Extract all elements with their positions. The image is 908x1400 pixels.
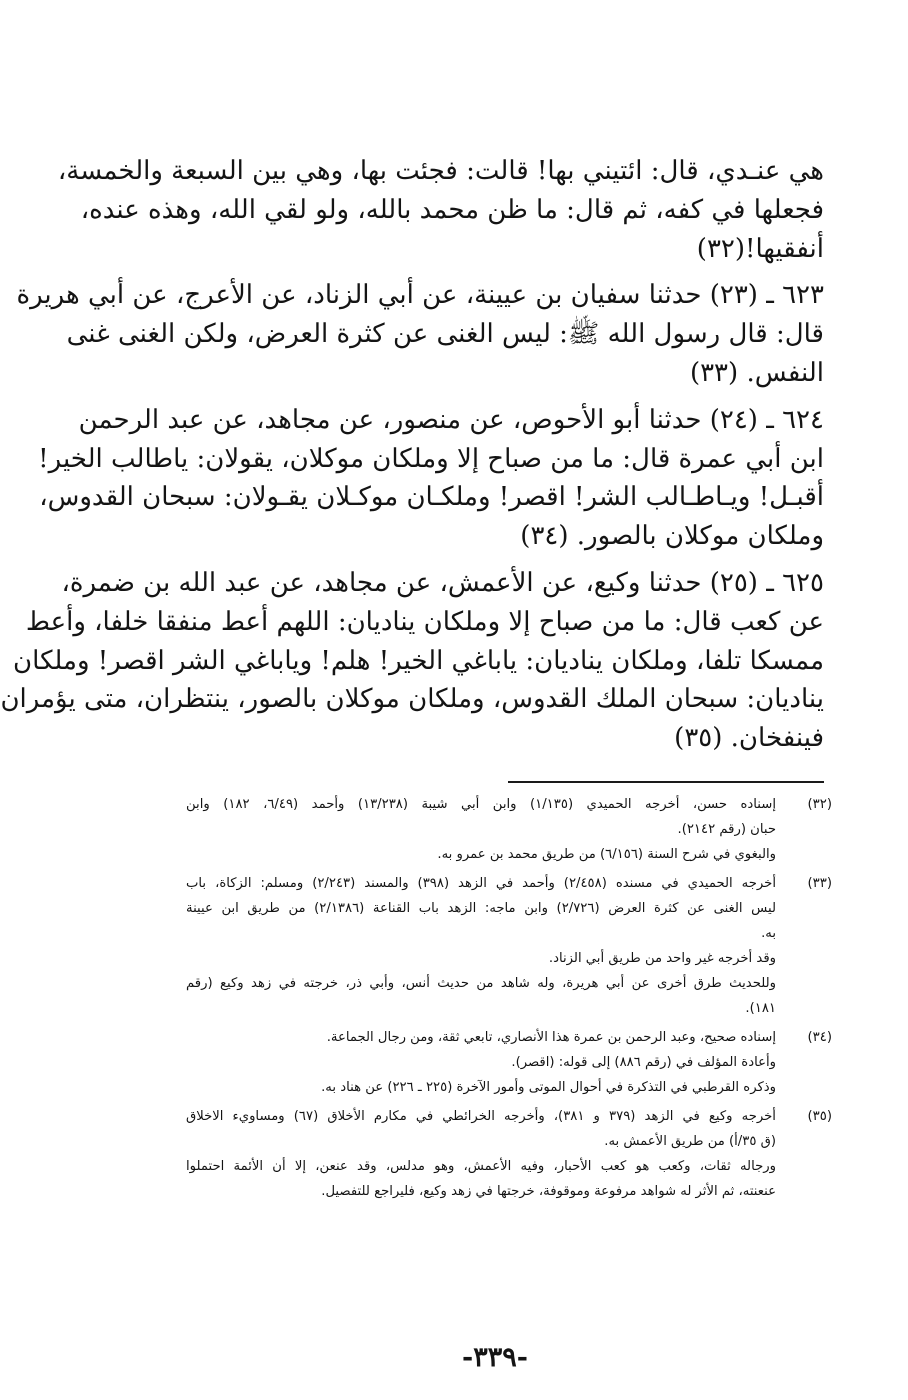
hadith-625-line: عن كعب قال: ما من صباح إلا وملكان يناديان: اللهم أعط منفقا خلفا، وأعط: [25, 606, 824, 637]
footnote-line: وأعادة المؤلف في (رقم ٨٨٦) إلى قوله: (اقصر).: [511, 1055, 776, 1070]
footnote-divider: [508, 781, 824, 783]
footnote-line: وقد أخرجه غير واحد من طريق أبي الزناد.: [548, 951, 776, 966]
hadith-625-line: فينفخان. (٣٥): [674, 723, 824, 754]
hadith-624-line: ٦٢٤ ـ (٢٤) حدثنا أبو الأحوص، عن منصور، عن مجاهد، عن عبد الرحمن: [78, 404, 824, 435]
footnote-line: حبان (رقم ٢١٤٢).: [677, 822, 776, 837]
footnote-number: (٣٢): [807, 797, 832, 812]
main-line: أنفقيها!(٣٢): [696, 233, 824, 264]
footnote-33: [186, 871, 832, 1021]
footnote-line: والبغوي في شرح السنة (٦/١٥٦) من طريق محمد بن عمرو به.: [437, 847, 776, 862]
footnote-number: (٣٣): [807, 876, 832, 891]
hadith-623-line: النفس. (٣٣): [689, 357, 824, 388]
footnote-line: أخرجه وكيع في الزهد (٣٧٩ و ٣٨١)، وأخرجه الخرائطي في مكارم الأخلاق (٦٧) ومساويء الاخلاق: [186, 1109, 776, 1124]
main-line: فجعلها في كفه، ثم قال: ما ظن محمد بالله، ولو لقي الله، وهذه عنده،: [80, 194, 824, 225]
footnote-number: (٣٤): [807, 1030, 832, 1045]
footnote-34: [186, 1025, 832, 1100]
footnote-line: إسناده صحيح، وعبد الرحمن بن عمرة هذا الأنصاري، تابعي ثقة، ومن رجال الجماعة.: [326, 1030, 776, 1045]
footnote-line: (ق ٣٥/أ) من طريق الأعمش به.: [604, 1134, 776, 1149]
hadith-623-line: ٦٢٣ ـ (٢٣) حدثنا سفيان بن عيينة، عن أبي الزناد، عن الأعرج، عن أبي هريرة: [16, 280, 824, 311]
footnote-line: عنعنته، ثم الأثر له شواهد مرفوعة وموقوفة، خرجتها في زهد وكيع، فليراجع للتفصيل.: [321, 1184, 776, 1199]
footnote-line: إسناده حسن، أخرجه الحميدي (١/١٣٥) وابن أبي شيبة (١٣/٢٣٨) وأحمد (٦/٤٩، ١٨٢) وابن: [186, 797, 776, 812]
footnote-line: ورجاله ثقات، وكعب هو كعب الأحبار، وفيه الأعمش، وهو مدلس، وقد عنعن، إلا أن الأئمة احتملوا: [186, 1159, 776, 1174]
hadith-625-line: ممسكا تلفا، وملكان يناديان: ياباغي الخير! هلم! وياباغي الشر اقصر! وملكان: [13, 645, 824, 676]
footnote-number: (٣٥): [807, 1109, 832, 1124]
footnotes: [186, 792, 832, 1208]
hadith-623-line: قال: قال رسول الله ﷺ: ليس الغنى عن كثرة العرض، ولكن الغنى غنى: [66, 319, 824, 350]
hadith-625-line: ٦٢٥ ـ (٢٥) حدثنا وكيع، عن الأعمش، عن مجاهد، عن عبد الله بن ضمرة،: [61, 567, 824, 598]
footnote-35: [186, 1104, 832, 1204]
footnote-32: [186, 792, 832, 867]
footnote-line: وذكره القرطبي في التذكرة في أحوال الموتى وأمور الآخرة (٢٢٥ ـ ٢٢٦) عن هناد به.: [321, 1080, 776, 1095]
hadith-625-line: يناديان: سبحان الملك القدوس، وملكان موكلان بالصور، ينتظران، متى يؤمران: [0, 684, 824, 715]
footnote-line: ليس الغنى عن كثرة العرض (٢/٧٢٦) وابن ماجه: الزهد باب القناعة (٢/١٣٨٦) من طريق ابن عيينة: [186, 901, 776, 916]
main-line: هي عنـدي، قال: ائتيني بها! قالت: فجئت بها، وهي بين السبعة والخمسة،: [57, 156, 824, 186]
footnote-line: وللحديث طرق أخرى عن أبي هريرة، وله شاهد من حديث أنس، وأبي ذر، خرجته في زهد وكيع (رقم: [186, 976, 776, 991]
footnote-line: ١٨١).: [745, 1001, 776, 1016]
main-text: [0, 152, 824, 758]
footnote-line: به.: [761, 926, 776, 941]
hadith-624-line: ابن أبي عمرة قال: ما من صباح إلا وملكان موكلان، يقولان: ياطالب الخير!: [38, 443, 824, 474]
footnote-line: أخرجه الحميدي في مسنده (٢/٤٥٨) وأحمد في الزهد (٣٩٨) والمسند (٢/٢٤٣) ومسلم: الزكاة، باب: [186, 876, 776, 891]
page-number: -٣٣٩-: [462, 1342, 528, 1373]
hadith-624-line: أقبـل! ويـاطـالب الشر! اقصر! وملكـان موكـلان يقـولان: سبحان القدوس،: [39, 482, 824, 513]
hadith-624-line: وملكان موكلان بالصور. (٣٤): [520, 521, 824, 552]
